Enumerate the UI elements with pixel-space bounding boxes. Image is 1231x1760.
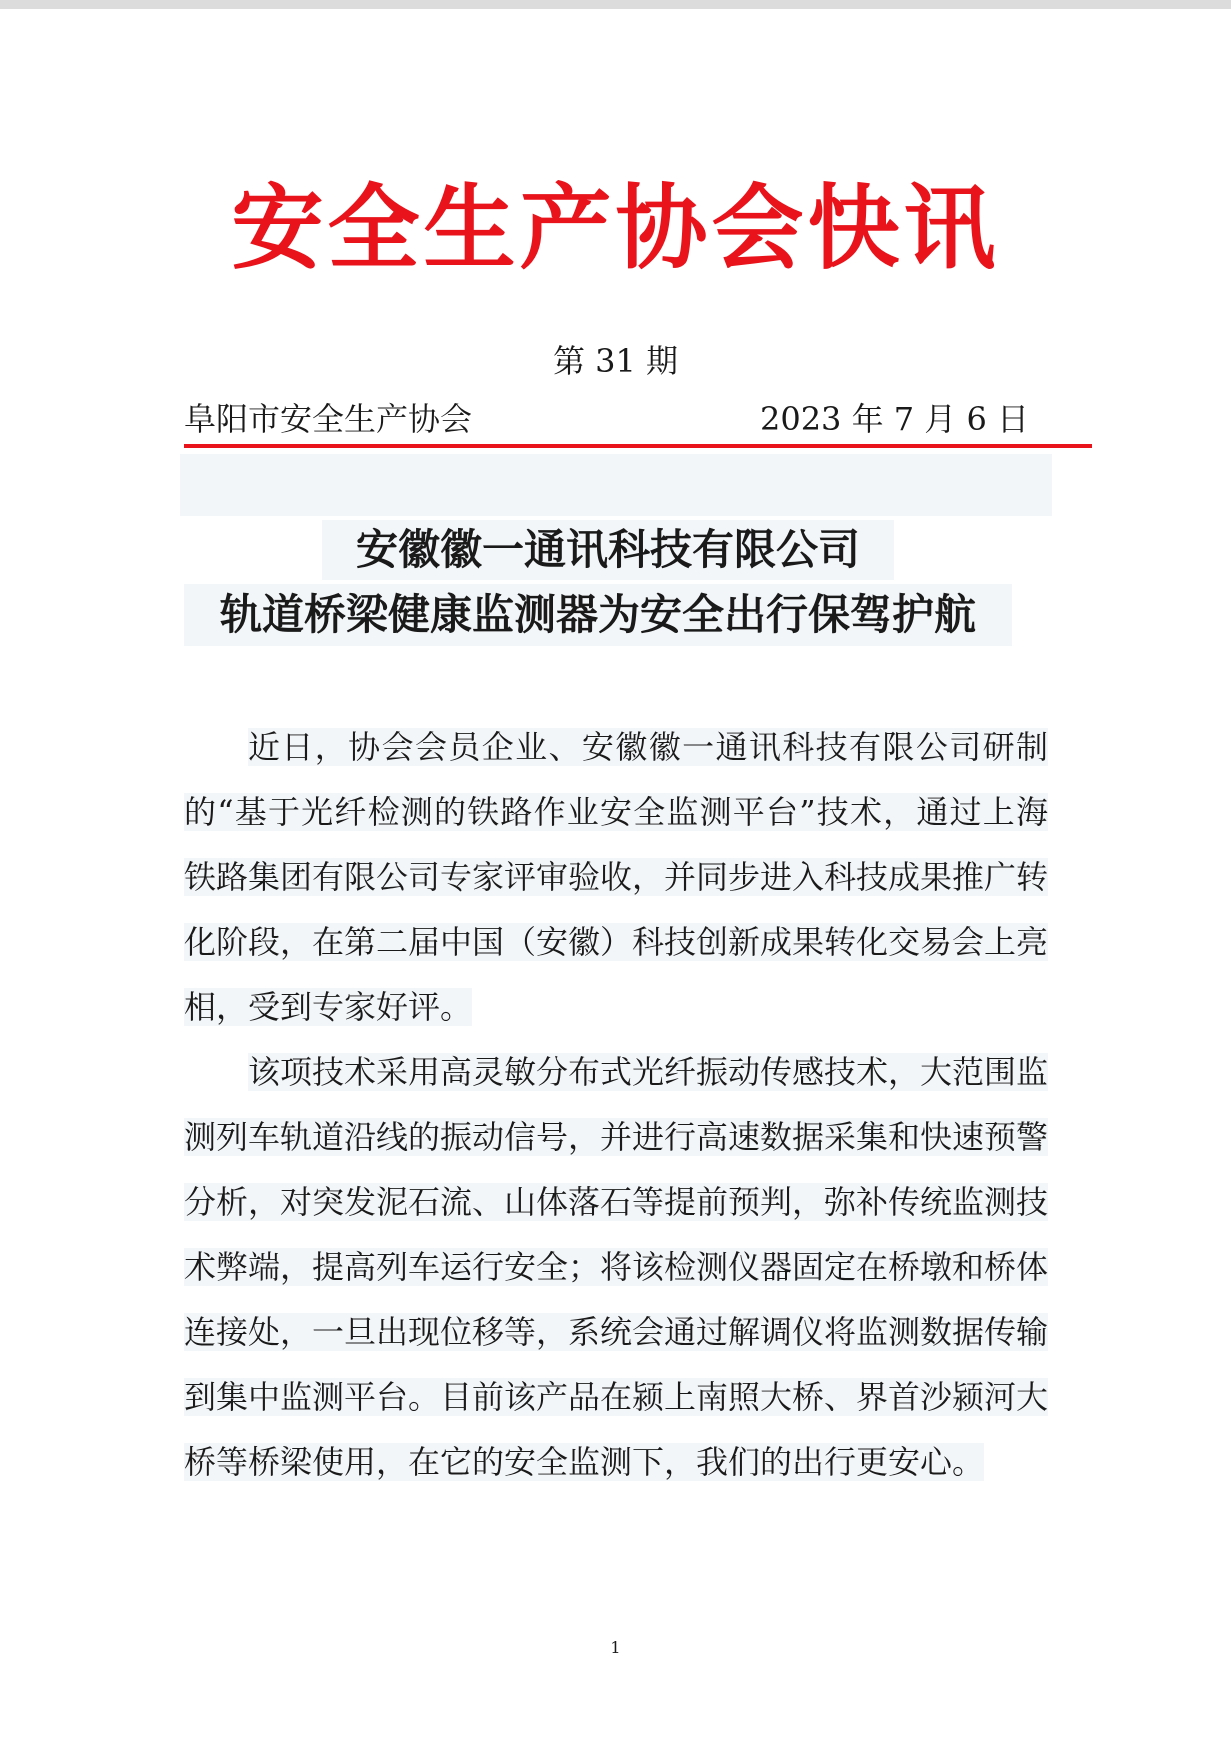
body-paragraph-2 [184, 1040, 1048, 1495]
paragraph-2-text: 该项技术采用高灵敏分布式光纤振动传感技术，大范围监测列车轨道沿线的振动信号，并进行高速数据采集和快速预警分析，对突发泥石流、山体落石等提前预判，弥补传统监测技术弊端，提高列车运行安全；将该检测仪器固定在桥墩和桥体连接处，一旦出现位移等，系统会通过解调仪将监测数据传输到集中监测平台。目前该产品在颍上南照大桥、界首沙颍河大桥等桥梁使用，在它的安全监测下，我们的出行更安心。 [184, 1053, 1049, 1481]
article-body [184, 715, 1048, 1495]
headline-line-2: 轨道桥梁健康监测器为安全出行保驾护航 [184, 584, 1012, 646]
body-paragraph-1 [184, 715, 1048, 1040]
masthead-title: 安全生产协会快讯 [231, 175, 1000, 282]
paragraph-1-text: 近日，协会会员企业、安徽徽一通讯科技有限公司研制的“基于光纤检测的铁路作业安全监测平台”技术，通过上海铁路集团有限公司专家评审验收，并同步进入科技成果推广转化阶段，在第二届中国（安徽）科技创新成果转化交易会上亮相，受到专家好评。 [184, 728, 1049, 1026]
headline-line-1: 安徽徽一通讯科技有限公司 [322, 520, 894, 580]
publisher-line [184, 394, 1029, 440]
publisher-name: 阜阳市安全生产协会 [184, 400, 473, 438]
issue-number: 第 31 期 [552, 342, 679, 380]
publish-date: 2023 年 7 月 6 日 [759, 400, 1029, 438]
top-border-strip [0, 0, 1231, 9]
red-divider-rule [184, 444, 1092, 448]
page-number: 1 [610, 1638, 621, 1657]
highlight-block [180, 454, 1052, 516]
